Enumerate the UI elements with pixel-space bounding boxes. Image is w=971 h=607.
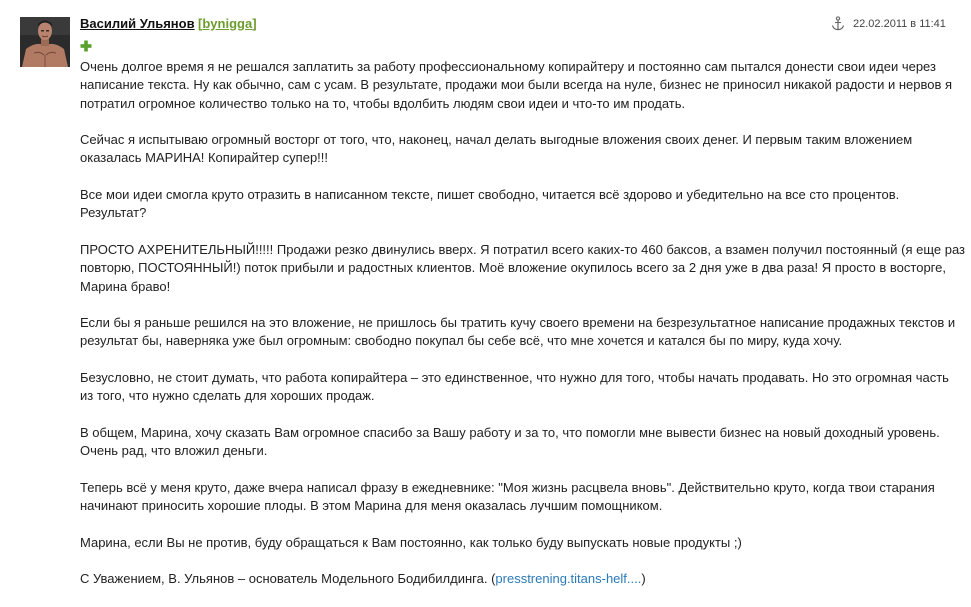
comment-body (80, 58, 965, 589)
signature-link[interactable]: presstrening.titans-helf.... (495, 571, 642, 587)
comment-paragraph: Все мои идеи смогла круто отразить в написанном тексте, пишет свободно, читается всё здорово и убедительно на все сто процентов. Результат? (80, 187, 900, 221)
anchor-icon[interactable] (831, 16, 845, 31)
signature (80, 570, 965, 588)
comment-paragraph: ПРОСТО АХРЕНИТЕЛЬНЫЙ!!!!! Продажи резко двинулись вверх. Я потратил всего каких-то 460 баксов, а взамен получил постоянный (я еще раз повторю, ПОСТОЯННЫЙ!) поток прибыли и радостных клиентов. Моё вложение окупилось всего за 2 дня уже в два раза! Я просто в восторге, Марина браво! (80, 241, 965, 294)
avatar-photo (20, 17, 70, 67)
comment-paragraph: Сейчас я испытываю огромный восторг от того, что, наконец, начал делать выгодные вложения своих денег. И первым таким вложением оказалась МАРИНА! Копирайтер супер!!! (80, 132, 913, 166)
comment-header (80, 15, 951, 35)
comment-paragraph: Если бы я раньше решился на это вложение, не пришлось бы тратить кучу своего времени на безрезультатное написание продажных текстов и результат бы, наверняка уже был огромным: свободно покупал бы себе всё, что мне хочется и катался бы по миру, куда хочу. (80, 315, 956, 349)
comment-paragraph: Теперь всё у меня круто, даже вчера написал фразу в ежедневнике: "Моя жизнь расцвела вновь". Действительно круто, когда твои старания начинают приносить хорошие плоды. В этом Марина для меня оказалась лучшим помощником. (80, 479, 935, 514)
comment-paragraph: В общем, Марина, хочу сказать Вам огромное спасибо за Вашу работу и за то, что помогли мне вывести бизнес на новый доходный уровень. Очень рад, что вложил деньги. (80, 424, 940, 459)
plus-icon[interactable] (80, 39, 92, 51)
comment-paragraph: Марина, если Вы не против, буду обращаться к Вам постоянно, как только буду выпускать новые продукты ;) (80, 534, 742, 550)
signature-text: С Уважением, В. Ульянов – основатель Модельного Бодибилдинга. ( (80, 571, 496, 587)
signature-close: ) (641, 571, 646, 587)
comment-date: 22.02.2011 в 11:41 (853, 18, 946, 30)
author-name[interactable]: Василий Ульянов (80, 16, 195, 31)
comment-paragraph: Безусловно, не стоит думать, что работа копирайтера – это единственное, что нужно для того, чтобы начать продавать. Но это огромная часть из того, что нужно сделать для хороших продаж. (80, 370, 949, 404)
comment-paragraph: Очень долгое время я не решался заплатить за работу профессиональному копирайтеру и постоянно сам пытался донести свои идеи через написание текста. Ну как обычно, сам с усам. В результате, продажи мои были всегда на нуле, бизнес не приносил никакой радости и нервов я потратил огромное количество только на то, чтобы вдолбить людям свои идеи и что-то им продать. (80, 59, 953, 111)
avatar[interactable] (20, 17, 70, 67)
author-nick-link[interactable]: bynigga (202, 16, 253, 31)
author-nick[interactable]: [bynigga] (198, 16, 257, 31)
